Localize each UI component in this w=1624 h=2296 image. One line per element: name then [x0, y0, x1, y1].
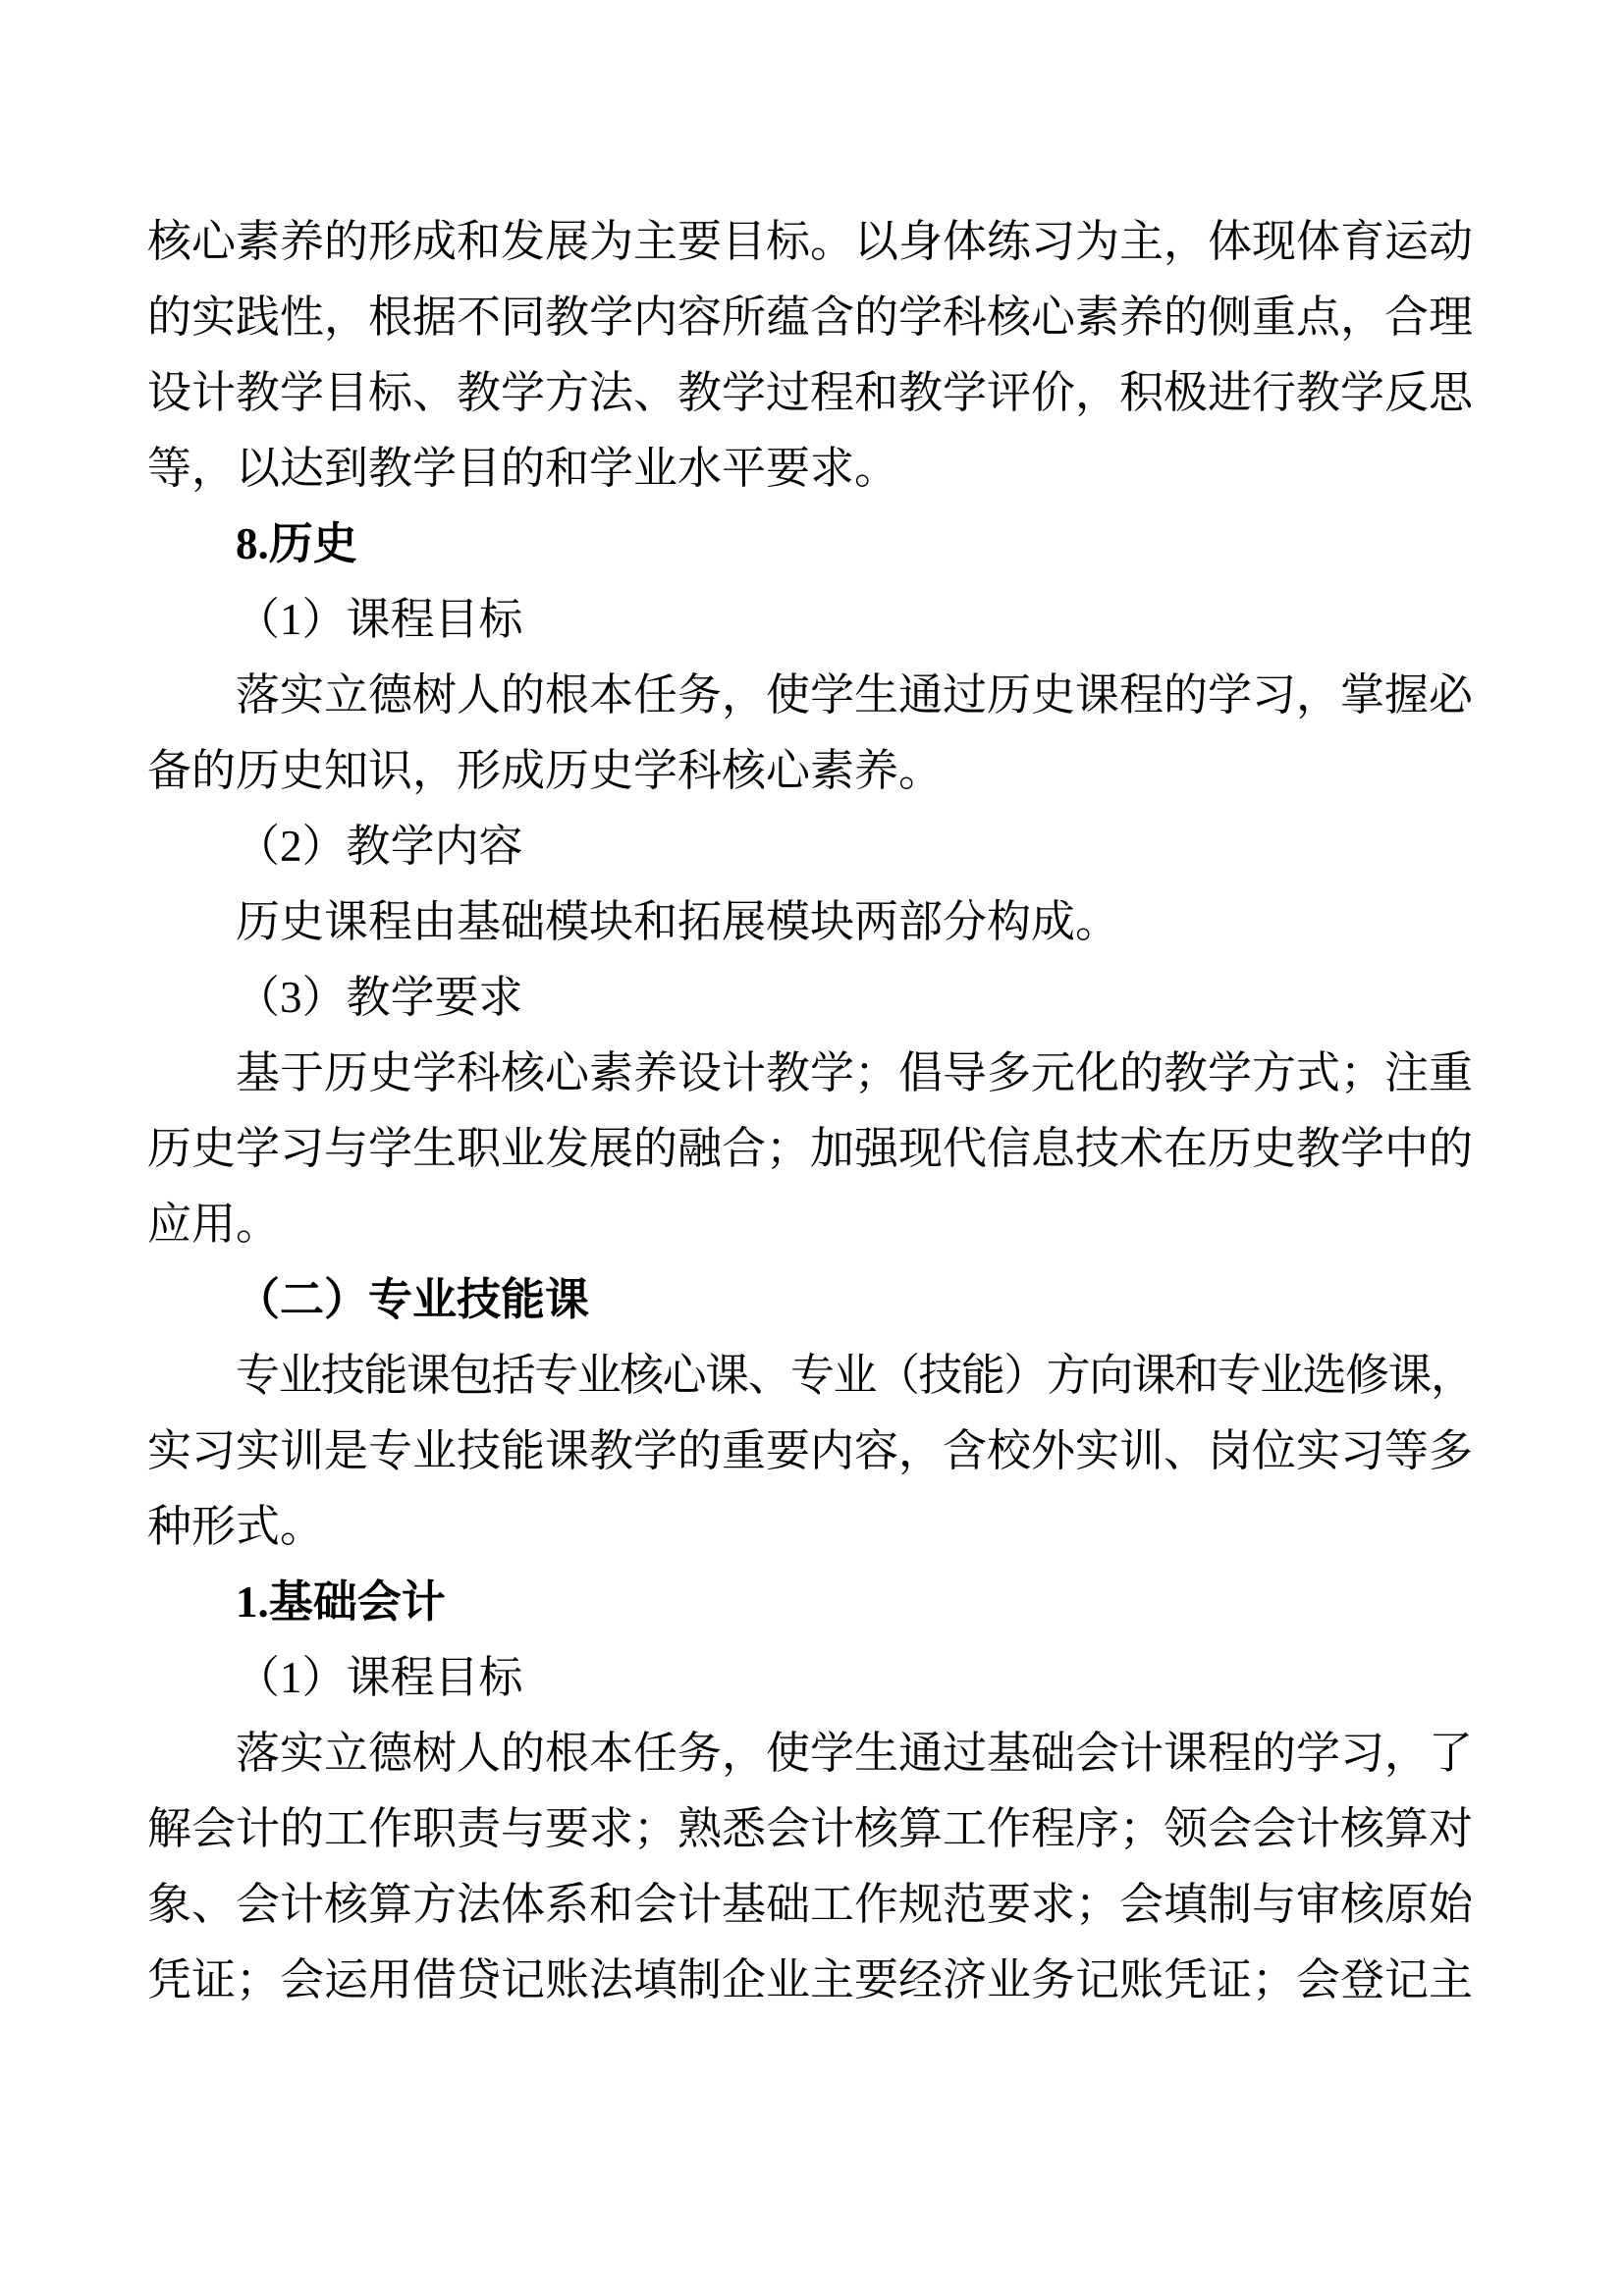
- subheading-course-objectives: （1）课程目标: [236, 595, 523, 644]
- body-line: 凭证；会运用借贷记账法填制企业主要经济业务记账凭证；会登记主: [147, 1955, 1473, 2004]
- body-line: 历史课程由基础模块和拓展模块两部分构成。: [236, 897, 1120, 946]
- body-line: 落实立德树人的根本任务，使学生通过基础会计课程的学习，了: [236, 1729, 1473, 1778]
- heading-history: 8.历史: [236, 519, 357, 568]
- body-line: 应用。: [147, 1200, 281, 1249]
- body-line: 实习实训是专业技能课教学的重要内容，含校外实训、岗位实习等多: [147, 1426, 1473, 1475]
- body-line: 历史学习与学生职业发展的融合；加强现代信息技术在历史教学中的: [147, 1124, 1473, 1173]
- body-line: 种形式。: [147, 1502, 325, 1551]
- subheading-course-objectives: （1）课程目标: [236, 1653, 523, 1702]
- body-line: 设计教学目标、教学方法、教学过程和教学评价，积极进行教学反思: [147, 368, 1473, 417]
- body-line: 备的历史知识，形成历史学科核心素养。: [147, 746, 944, 795]
- body-line: 基于历史学科核心素养设计教学；倡导多元化的教学方式；注重: [236, 1048, 1473, 1097]
- body-line: 象、会计核算方法体系和会计基础工作规范要求；会填制与审核原始: [147, 1880, 1473, 1929]
- body-line: 的实践性，根据不同教学内容所蕴含的学科核心素养的侧重点，合理: [147, 293, 1473, 342]
- body-line: 等，以达到教学目的和学业水平要求。: [147, 444, 899, 493]
- heading-professional-skills-course: （二）专业技能课: [236, 1275, 590, 1324]
- body-line: 专业技能课包括专业核心课、专业（技能）方向课和专业选修课，: [236, 1351, 1473, 1400]
- heading-basic-accounting: 1.基础会计: [236, 1577, 446, 1627]
- body-line: 落实立德树人的根本任务，使学生通过历史课程的学习，掌握必: [236, 670, 1473, 720]
- body-line: 解会计的工作职责与要求；熟悉会计核算工作程序；领会会计核算对: [147, 1804, 1473, 1853]
- body-line: 核心素养的形成和发展为主要目标。以身体练习为主，体现体育运动: [147, 217, 1473, 266]
- subheading-teaching-requirements: （3）教学要求: [236, 973, 523, 1022]
- subheading-teaching-content: （2）教学内容: [236, 822, 523, 871]
